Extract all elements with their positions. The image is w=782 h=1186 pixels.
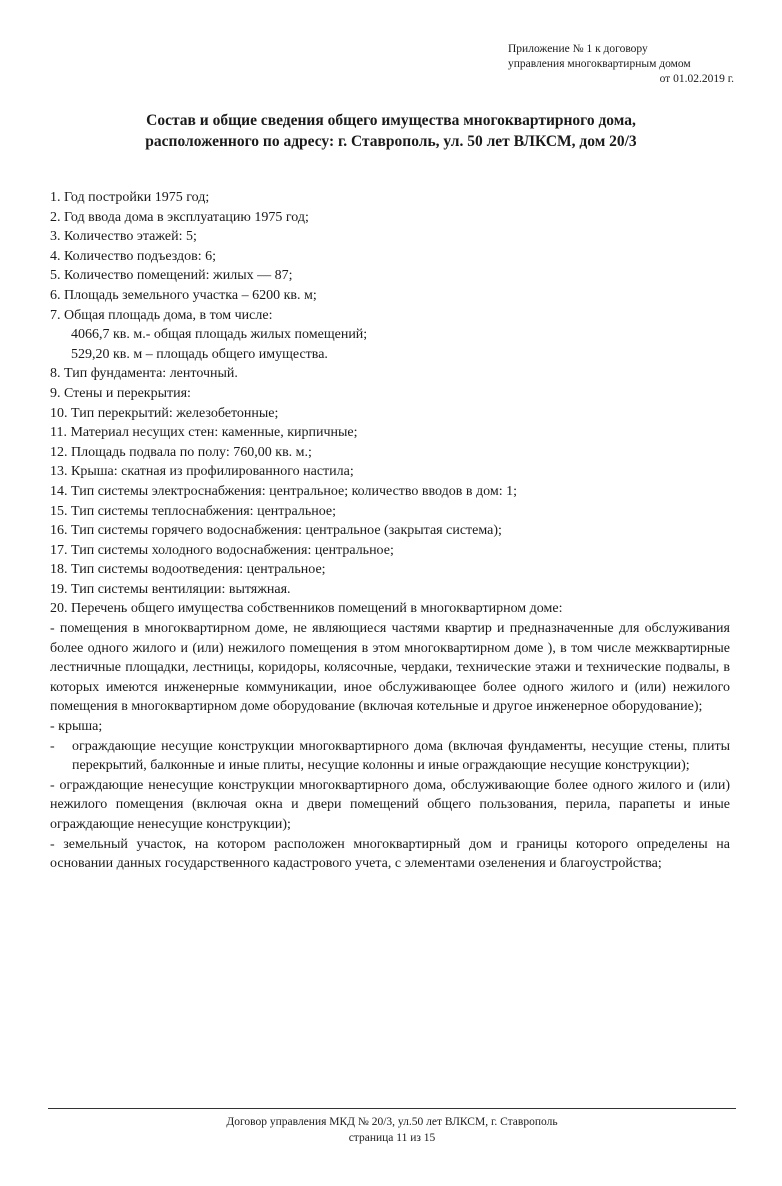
- list-item: 12. Площадь подвала по полу: 760,00 кв. м.;: [50, 444, 312, 460]
- page-footer: [48, 1114, 736, 1146]
- list-item: 9. Стены и перекрытия:: [50, 385, 191, 401]
- list-item: 15. Тип системы теплоснабжения: центральное;: [50, 503, 337, 519]
- list-item: 3. Количество этажей: 5;: [50, 229, 197, 245]
- list-item: 10. Тип перекрытий: железобетонные;: [50, 405, 279, 421]
- appendix-note-line: управления многоквартирным домом: [508, 58, 691, 70]
- paragraph-text: ограждающие несущие конструкции многоквартирного дома (включая фундаменты, несущие стены, плиты перекрытий, балконные и иные плиты, несущие колонны и иные ограждающие несущие конструкции);: [72, 738, 730, 774]
- common-property-paragraph: [50, 737, 730, 776]
- list-item: 11. Материал несущих стен: каменные, кирпичные;: [50, 425, 358, 441]
- list-item: 6. Площадь земельного участка – 6200 кв. м;: [50, 287, 317, 303]
- common-property-paragraph: - помещения в многоквартирном доме, не являющиеся частями квартир и предназначенные для обслуживания более одного жилого и (или) нежилого помещения в этом многоквартирном доме ), в том числе межквартирные лестничные площадки, лестницы, коридоры, колясочные, чердаки, технические этажи и технические подвалы, в которых имеются инженерные коммуникации, иное обслуживающее более одного жилого и (или) нежилого помещения в многоквартирном доме оборудование (включая котельные и другое инженерное оборудование);: [50, 621, 730, 715]
- list-item: 13. Крыша: скатная из профилированного настила;: [50, 464, 354, 480]
- common-property-paragraph: - земельный участок, на котором расположен многоквартирный дом и границы которого определены на основании данных государственного кадастрового учета, с элементами озеленения и благоустройства;: [50, 836, 730, 872]
- footer-contract: Договор управления МКД № 20/3, ул.50 лет ВЛКСМ, г. Ставрополь: [226, 1116, 558, 1128]
- list-item: 4. Количество подъездов: 6;: [50, 248, 217, 264]
- list-item: 20. Перечень общего имущества собственников помещений в многоквартирном доме:: [50, 601, 563, 617]
- appendix-note: [494, 42, 734, 87]
- title-line: Состав и общие сведения общего имущества многоквартирного дома,: [146, 112, 636, 129]
- document-body: [50, 188, 730, 874]
- document-title: [40, 110, 742, 152]
- list-item: 8. Тип фундамента: ленточный.: [50, 366, 238, 382]
- list-item: 1. Год постройки 1975 год;: [50, 190, 210, 205]
- common-property-paragraph: - ограждающие ненесущие конструкции многоквартирного дома, обслуживающие более одного жилого и (или) нежилого помещения (включая окна и двери помещений общего пользования, перила, парапеты и иные ограждающие ненесущие конструкции);: [50, 777, 730, 832]
- list-subitem: 529,20 кв. м – площадь общего имущества.: [71, 346, 328, 362]
- list-item: 16. Тип системы горячего водоснабжения: центральное (закрытая система);: [50, 523, 502, 539]
- list-item: 19. Тип системы вентиляции: вытяжная.: [50, 581, 291, 597]
- dash-marker: -: [50, 738, 55, 754]
- list-item: 14. Тип системы электроснабжения: центральное; количество вводов в дом: 1;: [50, 483, 517, 499]
- list-item: 2. Год ввода дома в эксплуатацию 1975 год;: [50, 209, 309, 225]
- footer-divider: [48, 1108, 736, 1109]
- list-item: 7. Общая площадь дома, в том числе:: [50, 307, 273, 323]
- list-subitem: 4066,7 кв. м.- общая площадь жилых помещений;: [71, 327, 368, 343]
- list-item: 17. Тип системы холодного водоснабжения: центральное;: [50, 542, 394, 558]
- page-number: страница 11 из 15: [348, 1132, 436, 1144]
- title-line: расположенного по адресу: г. Ставрополь, ул. 50 лет ВЛКСМ, дом 20/3: [145, 133, 637, 150]
- common-property-paragraph: - крыша;: [50, 719, 103, 735]
- appendix-note-date: от 01.02.2019 г.: [659, 73, 734, 85]
- appendix-note-line: Приложение № 1 к договору: [508, 43, 648, 55]
- list-item: 5. Количество помещений: жилых — 87;: [50, 268, 293, 284]
- list-item: 18. Тип системы водоотведения: центральное;: [50, 562, 326, 578]
